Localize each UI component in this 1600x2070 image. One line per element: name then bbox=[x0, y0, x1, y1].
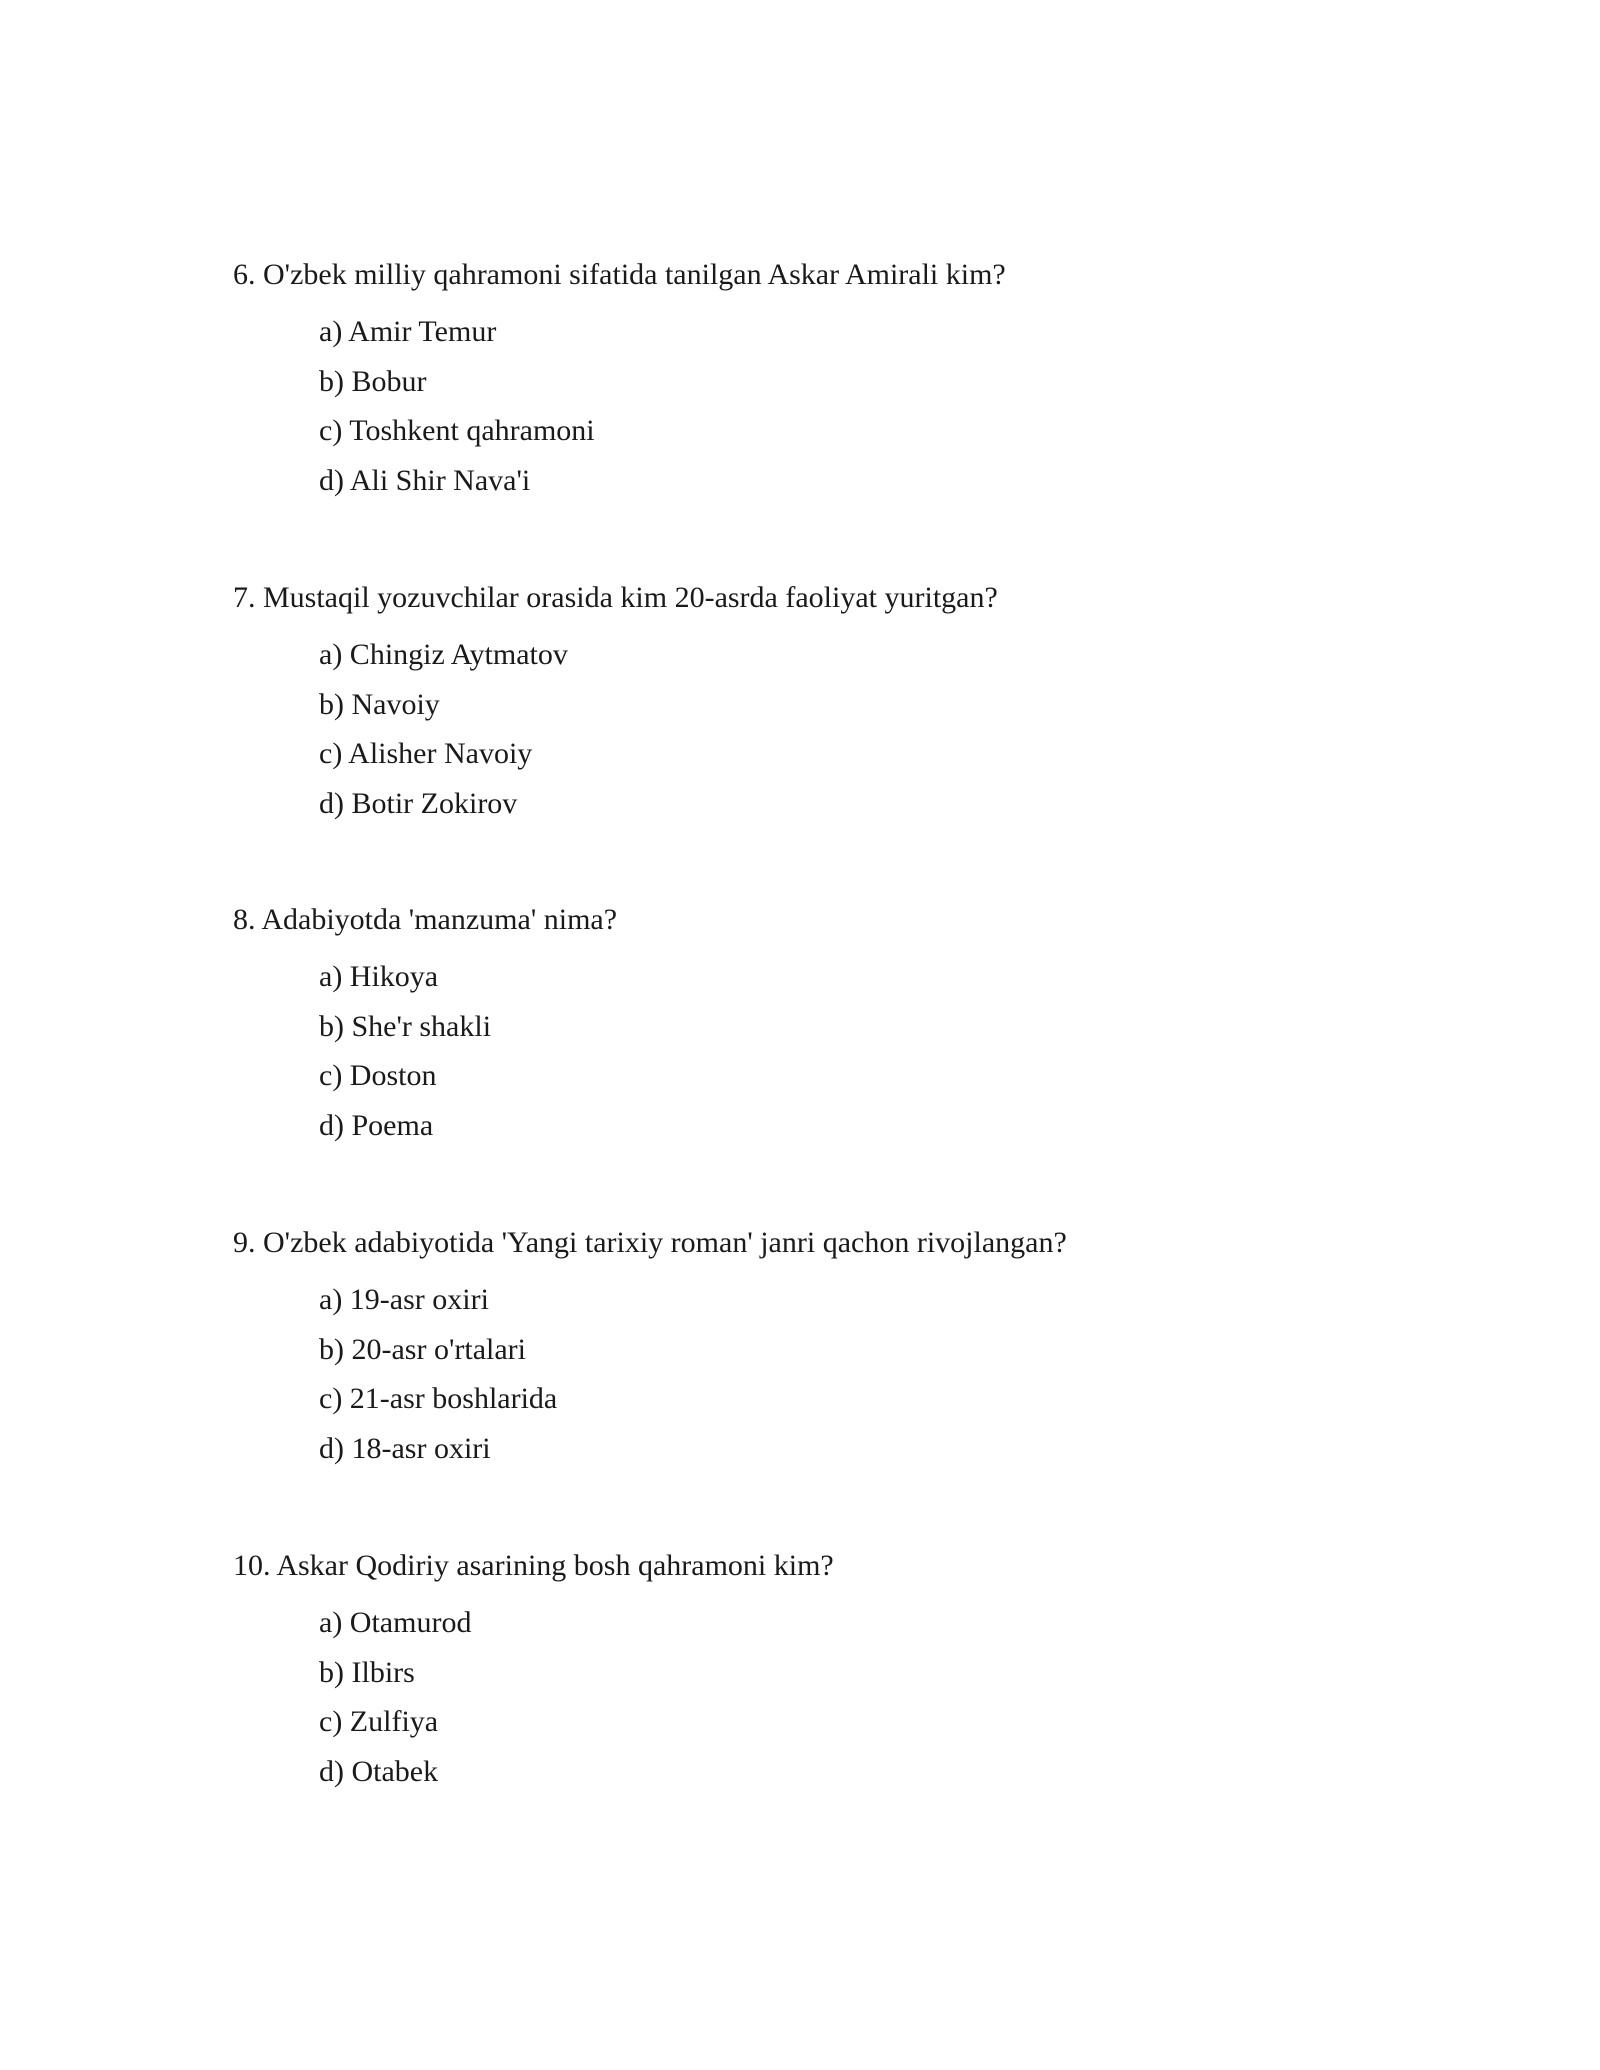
option-c: c) Zulfiya bbox=[319, 1705, 439, 1738]
option-b: b) Navoiy bbox=[319, 687, 440, 721]
option-b: b) Ilbirs bbox=[319, 1655, 415, 1689]
option-d: d) Botir Zokirov bbox=[319, 786, 518, 820]
option-a: a) Hikoya bbox=[319, 960, 439, 993]
option-b: b) Bobur bbox=[319, 364, 427, 398]
question-10 bbox=[233, 1548, 1433, 1803]
option-d: d) 18-asr oxiri bbox=[319, 1431, 491, 1465]
option-b: b) She'r shakli bbox=[319, 1009, 492, 1043]
option-d: d) Poema bbox=[319, 1108, 434, 1142]
question-text: 9. O'zbek adabiyotida 'Yangi tarixiy roman' janri qachon rivojlangan? bbox=[233, 1226, 1067, 1259]
answer-options bbox=[233, 1605, 1433, 1790]
option-a: a) Otamurod bbox=[319, 1606, 472, 1639]
answer-options bbox=[233, 314, 1433, 499]
answer-options bbox=[233, 959, 1433, 1144]
question-text: 6. O'zbek milliy qahramoni sifatida tanilgan Askar Amirali kim? bbox=[233, 258, 1006, 291]
question-text: 8. Adabiyotda 'manzuma' nima? bbox=[233, 903, 618, 936]
question-8 bbox=[233, 902, 1433, 1157]
option-a: a) Chingiz Aytmatov bbox=[319, 638, 568, 671]
option-c: c) Alisher Navoiy bbox=[319, 737, 533, 770]
option-a: a) 19-asr oxiri bbox=[319, 1283, 489, 1316]
option-c: c) 21-asr boshlarida bbox=[319, 1382, 558, 1415]
answer-options bbox=[233, 1282, 1433, 1467]
question-text: 10. Askar Qodiriy asarining bosh qahramoni kim? bbox=[233, 1549, 834, 1582]
question-6 bbox=[233, 257, 1433, 512]
option-a: a) Amir Temur bbox=[319, 315, 497, 348]
question-7 bbox=[233, 580, 1433, 835]
option-b: b) 20-asr o'rtalari bbox=[319, 1332, 526, 1366]
option-d: d) Ali Shir Nava'i bbox=[319, 463, 531, 497]
question-9 bbox=[233, 1225, 1433, 1480]
answer-options bbox=[233, 637, 1433, 822]
option-c: c) Toshkent qahramoni bbox=[319, 414, 595, 447]
question-text: 7. Mustaqil yozuvchilar orasida kim 20-asrda faoliyat yuritgan? bbox=[233, 581, 998, 614]
option-c: c) Doston bbox=[319, 1059, 437, 1092]
option-d: d) Otabek bbox=[319, 1754, 439, 1788]
